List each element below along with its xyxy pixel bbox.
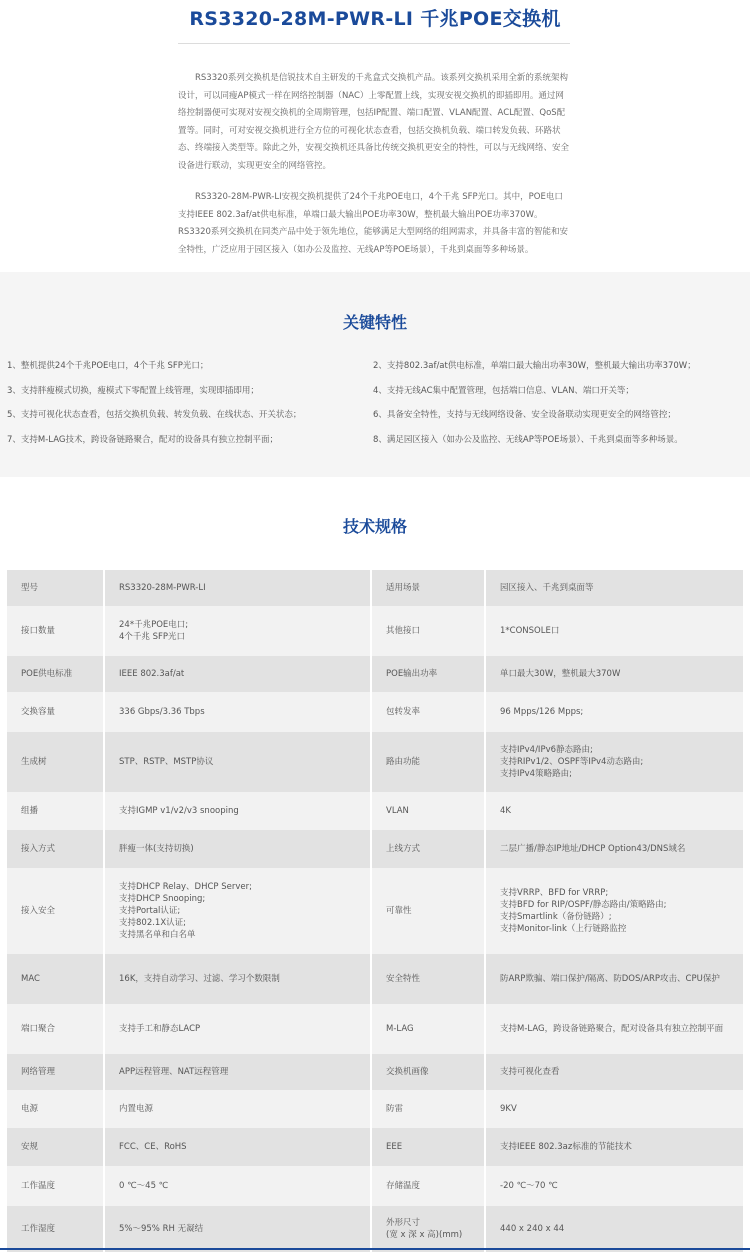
spec-value: 支持IGMP v1/v2/v3 snooping: [104, 792, 371, 830]
spec-row: [7, 1206, 744, 1252]
spec-row: [7, 656, 744, 692]
spec-value: APP远程管理、NAT远程管理: [104, 1054, 371, 1090]
spec-value: 支持VRRP、BFD for VRRP; 支持BFD for RIP/OSPF/静态路由/策略路由; 支持Smartlink（备份链路）; 支持Monitor-link（上行链路监控: [485, 868, 744, 954]
features-title: 关键特性: [342, 313, 407, 332]
spec-label: 交换容量: [7, 692, 104, 732]
spec-label: 其他接口: [371, 606, 485, 656]
feature-item: 4、支持无线AC集中配置管理，包括端口信息、VLAN、端口开关等；: [373, 386, 634, 396]
spec-label: 端口聚合: [7, 1004, 104, 1054]
spec-value: FCC、CE、RoHS: [104, 1128, 371, 1166]
spec-row: [7, 792, 744, 830]
spec-value: 二层广播/静态IP地址/DHCP Option43/DNS域名: [485, 830, 744, 868]
spec-label: M-LAG: [371, 1004, 485, 1054]
spec-row: [7, 692, 744, 732]
spec-label: 上线方式: [371, 830, 485, 868]
feature-item: 7、支持M-LAG技术，跨设备链路聚合，配对的设备具有独立控制平面；: [7, 435, 278, 445]
spec-value: 内置电源: [104, 1090, 371, 1128]
spec-value: 9KV: [485, 1090, 744, 1128]
feature-item: 6、具备安全特性，支持与无线网络设备、安全设备联动实现更安全的网络管控；: [373, 410, 676, 420]
spec-label: 可靠性: [371, 868, 485, 954]
tech-specs-section: [0, 477, 750, 1250]
spec-label: 接口数量: [7, 606, 104, 656]
feature-item: 8、满足园区接入（如办公及监控、无线AP等POE场景）、千兆到桌面等多种场景。: [373, 435, 683, 445]
spec-label: 交换机画像: [371, 1054, 485, 1090]
spec-value: 胖瘦一体(支持切换): [104, 830, 371, 868]
spec-label: 存储温度: [371, 1166, 485, 1206]
spec-value: 4K: [485, 792, 744, 830]
spec-label: EEE: [371, 1128, 485, 1166]
intro-paragraph-2: RS3320-28M-PWR-LI安视交换机提供了24个千兆POE电口，4个千兆 SFP光口。其中，POE电口支持IEEE 802.3af/at供电标准，单端口最大输出POE功率30W，整机最大输出POE功率370W。RS3320系列交换机在同类产品中处于领先地位，能够满足大型网络的组网需求，并具备丰富的智能和安全特性，广泛应用于园区接入（如办公及监控、无线AP等POE场景），千兆到桌面等多种场景。: [178, 192, 568, 255]
spec-row: [7, 1128, 744, 1166]
spec-row: [7, 1090, 744, 1128]
specs-title: 技术规格: [342, 517, 407, 536]
spec-value: 支持IEEE 802.3az标准的节能技术: [485, 1128, 744, 1166]
spec-value: 5%～95% RH 无凝结: [104, 1206, 371, 1252]
spec-value: 支持M-LAG，跨设备链路聚合，配对设备具有独立控制平面: [485, 1004, 744, 1054]
spec-value: STP、RSTP、MSTP协议: [104, 732, 371, 792]
spec-row: [7, 1054, 744, 1090]
spec-value: 单口最大30W，整机最大370W: [485, 656, 744, 692]
spec-row: [7, 1166, 744, 1206]
spec-label: 安全特性: [371, 954, 485, 1004]
spec-label: 安规: [7, 1128, 104, 1166]
spec-row: [7, 954, 744, 1004]
intro-text: [178, 70, 570, 273]
feature-item: 1、整机提供24个千兆POE电口，4个千兆 SFP光口；: [7, 361, 209, 371]
spec-label: 防雷: [371, 1090, 485, 1128]
spec-value: 1*CONSOLE口: [485, 606, 744, 656]
feature-item: 5、支持可视化状态查看，包括交换机负载、转发负载、在线状态、开关状态；: [7, 410, 302, 420]
spec-label: 生成树: [7, 732, 104, 792]
spec-label: 工作湿度: [7, 1206, 104, 1252]
spec-value: 防ARP欺骗、端口保护/隔离、防DOS/ARP攻击、CPU保护: [485, 954, 744, 1004]
spec-label: 接入安全: [7, 868, 104, 954]
spec-label: VLAN: [371, 792, 485, 830]
spec-label: 组播: [7, 792, 104, 830]
spec-label: MAC: [7, 954, 104, 1004]
spec-value: 96 Mpps/126 Mpps;: [485, 692, 744, 732]
spec-label: 路由功能: [371, 732, 485, 792]
spec-label: 接入方式: [7, 830, 104, 868]
feature-item: 3、支持胖瘦模式切换，瘦模式下零配置上线管理，实现即插即用；: [7, 386, 259, 396]
spec-row: [7, 868, 744, 954]
spec-label: 包转发率: [371, 692, 485, 732]
spec-value: RS3320-28M-PWR-LI: [104, 570, 371, 606]
intro-paragraph-1: RS3320系列交换机是信锐技术自主研发的千兆盒式交换机产品。该系列交换机采用全新的系统架构设计，可以同瘦AP模式一样在网络控制器（NAC）上零配置上线，实现安视交换机的即插即用。通过网络控制器便可实现对安视交换机的全周期管理，包括IP配置、端口配置、VLAN配置、ACL配置、QoS配置等。同时，可对安视交换机进行全方位的可视化状态查看，包括交换机负载、端口转发负载、环路状态、终端接入类型等。除此之外，安视交换机还具备比传统交换机更安全的特性，可以与无线网络、安全设备进行联动，实现更安全的网络管控。: [178, 73, 570, 171]
spec-value: 支持IPv4/IPv6静态路由; 支持RIPv1/2、OSPF等IPv4动态路由; 支持IPv4策略路由;: [485, 732, 744, 792]
spec-row: [7, 570, 744, 606]
spec-label: 适用场景: [371, 570, 485, 606]
spec-label: 外形尺寸 (宽 x 深 x 高)(mm): [371, 1206, 485, 1252]
spec-value: 440 x 240 x 44: [485, 1206, 744, 1252]
spec-label: POE输出功率: [371, 656, 485, 692]
spec-row: [7, 732, 744, 792]
spec-value: 支持可视化查看: [485, 1054, 744, 1090]
spec-label: 网络管理: [7, 1054, 104, 1090]
spec-value: 园区接入、千兆到桌面等: [485, 570, 744, 606]
spec-row: [7, 1004, 744, 1054]
spec-label: 型号: [7, 570, 104, 606]
title-divider: [178, 43, 570, 44]
spec-row: [7, 830, 744, 868]
spec-value: 0 ℃～45 ℃: [104, 1166, 371, 1206]
spec-value: 支持手工和静态LACP: [104, 1004, 371, 1054]
spec-value: 336 Gbps/3.36 Tbps: [104, 692, 371, 732]
spec-value: -20 ℃～70 ℃: [485, 1166, 744, 1206]
page-title: RS3320-28M-PWR-LI 千兆POE交换机: [189, 8, 561, 30]
spec-value: 16K，支持自动学习、过滤、学习个数限制: [104, 954, 371, 1004]
intro-section: [0, 0, 750, 272]
spec-value: IEEE 802.3af/at: [104, 656, 371, 692]
key-features-section: [0, 272, 750, 477]
spec-table: [7, 570, 745, 1252]
feature-item: 2、支持802.3af/at供电标准，单端口最大输出功率30W，整机最大输出功率370W；: [373, 361, 696, 371]
spec-label: 电源: [7, 1090, 104, 1128]
spec-value: 24*千兆POE电口; 4个千兆 SFP光口: [104, 606, 371, 656]
spec-row: [7, 606, 744, 656]
spec-value: 支持DHCP Relay、DHCP Server; 支持DHCP Snooping; 支持Portal认证; 支持802.1X认证; 支持黑名单和白名单: [104, 868, 371, 954]
spec-label: 工作温度: [7, 1166, 104, 1206]
spec-label: POE供电标准: [7, 656, 104, 692]
